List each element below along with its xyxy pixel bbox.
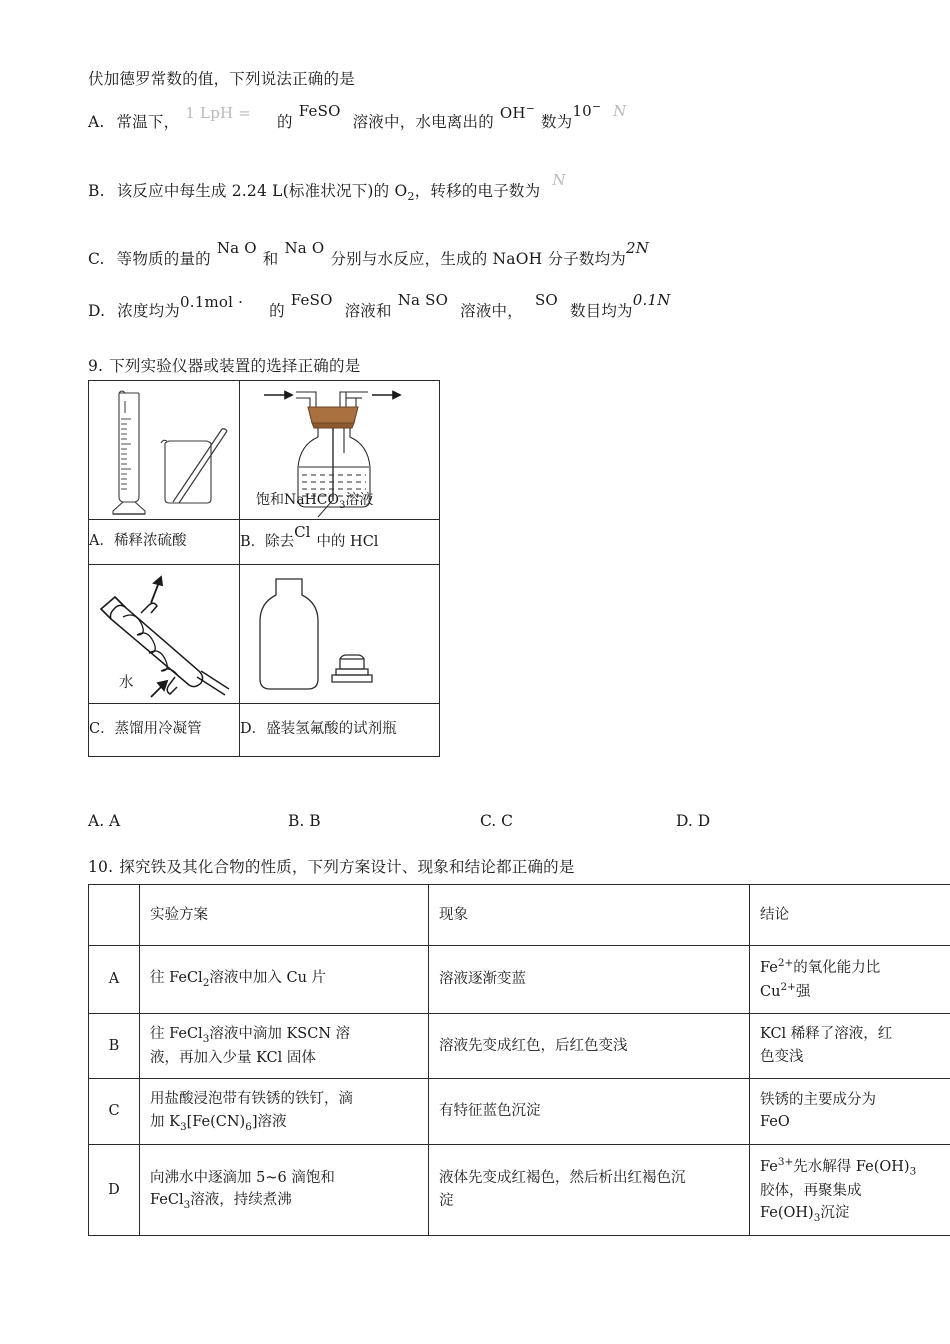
question10-number: 10. bbox=[88, 858, 114, 876]
spiral-condenser-icon bbox=[89, 565, 239, 703]
option-a-seg2: 的 bbox=[277, 113, 293, 131]
row-b-phenomenon: 溶液先变成红色，后红色变浅 bbox=[429, 1013, 750, 1079]
graduated-cylinder-and-beaker-icon bbox=[89, 381, 239, 519]
option-d-seg1: 浓度均为 bbox=[117, 302, 181, 320]
row-d-phenomenon: 液体先变成红褐色，然后析出红褐色沉 淀 bbox=[429, 1144, 750, 1235]
option-c-seg1: 等物质的量的 bbox=[116, 250, 211, 268]
option-d-frag-feso4: FeSO bbox=[290, 291, 333, 309]
apparatus-cell-d-figure bbox=[240, 565, 440, 704]
option-a-frag-oh: OH− bbox=[499, 102, 535, 122]
header-phenomenon: 现象 bbox=[429, 885, 750, 946]
option-a-frag-ph: 1 LpH = bbox=[185, 104, 252, 122]
question8-option-a bbox=[88, 100, 627, 134]
apparatus-cell-b-figure bbox=[240, 381, 440, 520]
choice-a[interactable]: A. A bbox=[88, 812, 121, 830]
option-d-frag-01na: 0.1N bbox=[632, 291, 671, 309]
row-d-conclusion: $Fe^{3+}$先水解得 $Fe(OH)_3$ 胶体，再聚集成 $Fe(OH)_3$沉淀 bbox=[750, 1144, 950, 1235]
option-d-frag-so4: SO bbox=[534, 291, 558, 309]
option-d-seg4: 溶液中， bbox=[460, 302, 523, 320]
option-a-frag-na: N bbox=[613, 102, 627, 120]
row-c-conclusion: 铁锈的主要成分为 FeO bbox=[750, 1079, 950, 1145]
header-conclusion: 结论 bbox=[750, 885, 950, 946]
row-c-phenomenon: 有特征蓝色沉淀 bbox=[429, 1079, 750, 1145]
row-index-d: D bbox=[89, 1144, 140, 1235]
choice-c[interactable]: C. C bbox=[480, 812, 514, 830]
option-a-seg4: 数为 bbox=[540, 113, 573, 131]
row-b-plan: 往 FeCl$_3$溶液中滴加 KSCN 溶 液，再加入少量 KCl 固体 bbox=[140, 1013, 429, 1079]
option-c-seg2: 和 bbox=[262, 250, 279, 268]
option-d-seg5: 数目均为 bbox=[569, 302, 633, 320]
row-index-b: B bbox=[89, 1013, 140, 1079]
choice-d[interactable]: D. D bbox=[676, 812, 711, 830]
table-header-row bbox=[89, 885, 950, 946]
row-a-phenomenon: 溶液逐渐变蓝 bbox=[429, 946, 750, 1014]
option-b-sub: 2 bbox=[407, 190, 415, 204]
question9-choices bbox=[88, 812, 728, 834]
table-row bbox=[89, 1079, 950, 1145]
table-row bbox=[89, 946, 950, 1014]
apparatus-label-row-2 bbox=[89, 704, 440, 757]
condenser-water-label: 水 bbox=[119, 675, 134, 691]
header-index bbox=[89, 885, 140, 946]
washing-bottle-caption: 饱和NaHCO$_3$溶液 bbox=[256, 492, 374, 511]
question8-option-d bbox=[88, 291, 671, 323]
apparatus-cell-a-figure bbox=[89, 381, 240, 520]
apparatus-cell-c-figure bbox=[89, 565, 240, 704]
question9-stem bbox=[88, 355, 360, 378]
option-b-seg1: 该反应中每生成 2.24 L(标准状况下)的 O bbox=[116, 182, 408, 200]
option-c-frag-na2o: Na O bbox=[216, 239, 257, 257]
option-c-frag-na2o2: Na O bbox=[284, 239, 325, 257]
row-a-conclusion: $Fe^{2+}$的氧化能力比 $Cu^{2+}$强 bbox=[750, 946, 950, 1014]
table-row bbox=[89, 1013, 950, 1079]
row-a-plan: 往 FeCl$_2$溶液中加入 Cu 片 bbox=[140, 946, 429, 1014]
question8-option-c bbox=[88, 239, 650, 271]
question8-stem: 伏加德罗常数的值，下列说法正确的是 bbox=[88, 70, 355, 88]
option-b-label: B. bbox=[88, 182, 105, 200]
option-a-frag-feso4: FeSO bbox=[298, 102, 341, 120]
option-d-seg3: 溶液和 bbox=[344, 302, 392, 320]
apparatus-figure-row-2 bbox=[89, 565, 440, 704]
row-index-c: C bbox=[89, 1079, 140, 1145]
row-index-a: A bbox=[89, 946, 140, 1014]
apparatus-label-d: D．盛装氢氟酸的试剂瓶 bbox=[240, 704, 440, 757]
iron-experiments-table bbox=[88, 884, 950, 1236]
question9-stem-text: 下列实验仪器或装置的选择正确的是 bbox=[109, 357, 361, 375]
choice-b[interactable]: B. B bbox=[288, 812, 321, 830]
question8-option-b bbox=[88, 171, 566, 206]
row-c-plan: 用盐酸浸泡带有铁锈的铁钉，滴 加 $K_3[Fe(CN)_6]$溶液 bbox=[140, 1079, 429, 1145]
option-c-frag-2na: 2N bbox=[626, 239, 650, 257]
apparatus-label-c: C．蒸馏用冷凝管 bbox=[89, 704, 240, 757]
question10-stem bbox=[88, 856, 575, 879]
option-b-frag-na: N bbox=[552, 171, 566, 189]
header-plan: 实验方案 bbox=[140, 885, 429, 946]
apparatus-label-row-1 bbox=[89, 520, 440, 565]
option-d-frag-conc: 0.1mol · bbox=[180, 293, 244, 311]
option-d-frag-na2so4: Na SO bbox=[397, 291, 449, 309]
option-c-label: C. bbox=[88, 250, 105, 268]
row-b-conclusion: KCl 稀释了溶液，红 色变浅 bbox=[750, 1013, 950, 1079]
reagent-bottle-with-stopper-icon bbox=[240, 565, 439, 703]
option-d-seg2: 的 bbox=[269, 302, 285, 320]
question10-stem-text: 探究铁及其化合物的性质，下列方案设计、现象和结论都正确的是 bbox=[119, 858, 575, 876]
option-a-seg1: 常温下， bbox=[116, 113, 180, 131]
label-b-frag-cl2: Cl bbox=[294, 522, 311, 541]
option-c-seg3: 分别与水反应，生成的 NaOH 分子数均为 bbox=[330, 250, 627, 268]
apparatus-label-b: B．除去Cl中的 HCl bbox=[240, 520, 440, 565]
option-d-label: D. bbox=[88, 302, 106, 320]
option-a-frag-ten: 10− bbox=[572, 100, 602, 120]
table-row bbox=[89, 1144, 950, 1235]
option-a-label: A. bbox=[88, 113, 105, 131]
question9-number: 9. bbox=[88, 357, 104, 375]
apparatus-table bbox=[88, 380, 440, 757]
row-d-plan: 向沸水中逐滴加 5~6 滴饱和 FeCl$_3$溶液，持续煮沸 bbox=[140, 1144, 429, 1235]
apparatus-figure-row-1 bbox=[89, 381, 440, 520]
option-b-seg2: ，转移的电子数为 bbox=[414, 182, 541, 200]
apparatus-label-a: A．稀释浓硫酸 bbox=[89, 520, 240, 565]
option-a-seg3: 溶液中，水电离出的 bbox=[352, 113, 494, 131]
